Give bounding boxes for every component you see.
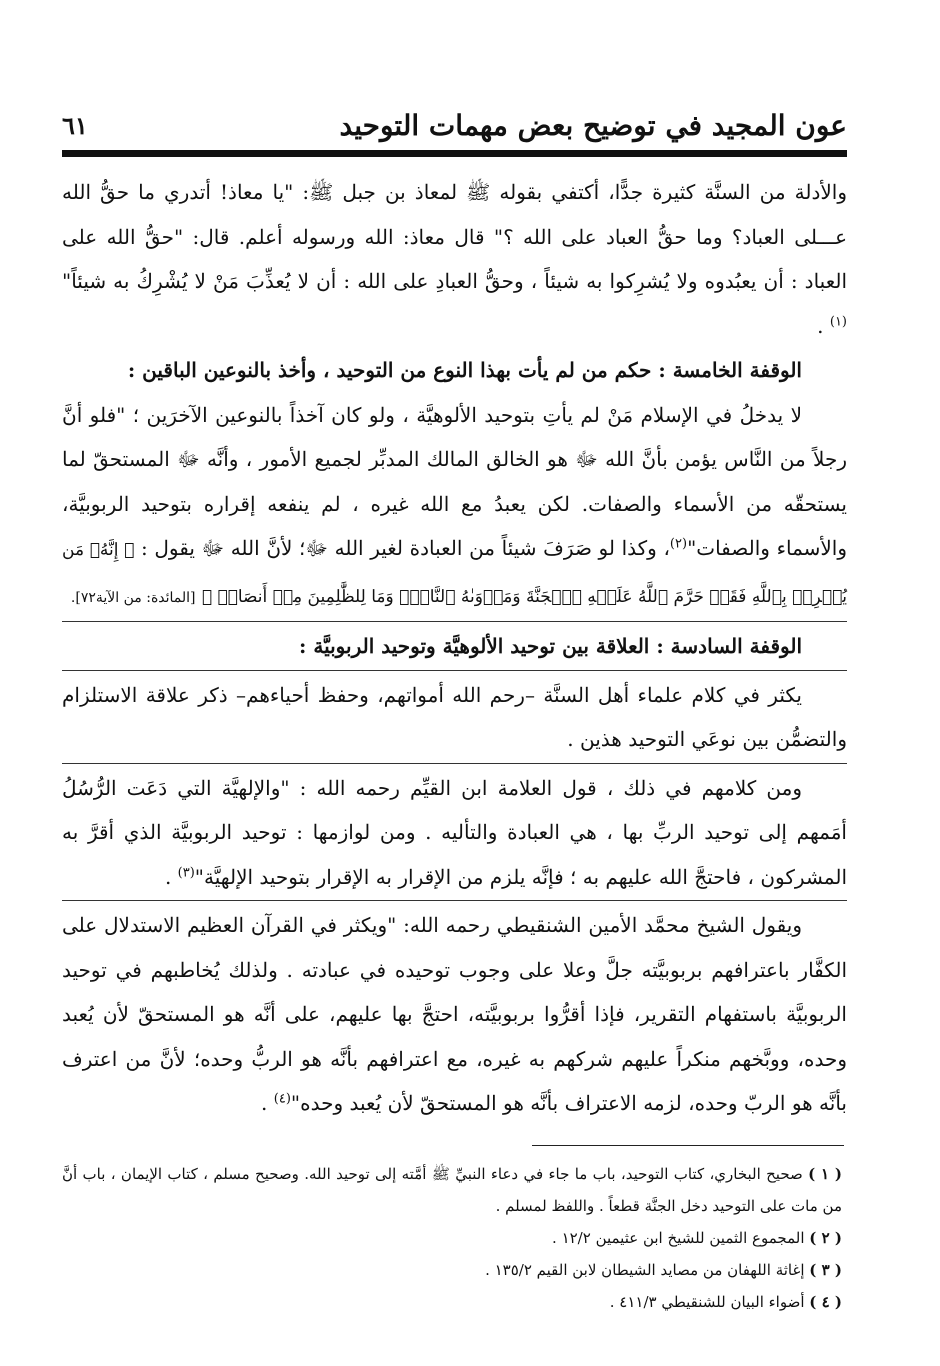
quran-verse: ﴿ إِنَّهُۥ مَن يُشۡرِكۡ بِٱللَّهِ فَقَدۡ حَرَّمَ ٱللَّهُ عَلَيۡهِ ٱلۡجَنَّةَ وَمَأۡوَىٰهُ ٱلنَّارُۖ وَمَا لِلظَّٰلِمِينَ مِنۡ أَنصَارٖ ﴾: [62, 540, 847, 607]
footnote-number: ( ٣ ): [809, 1261, 842, 1279]
footnote-item: [62, 1254, 842, 1286]
section-divider: [62, 900, 847, 902]
paragraph-ibn-qayyim: [62, 766, 847, 900]
book-title: عون المجيد في توضيح بعض مهمات التوحيد: [339, 108, 847, 142]
footnote-ref: (١): [829, 313, 847, 329]
footnote-text: المجموع الثمين للشيخ ابن عثيمين ١٢/٢ .: [552, 1229, 805, 1247]
section-divider: [62, 763, 847, 765]
paragraph-end: .: [164, 864, 178, 889]
footnote-ref: (٤): [273, 1091, 291, 1107]
footnote-text: صحيح البخاري، كتاب التوحيد، باب ما جاء في دعاء النبيِّ ﷺ أمَّته إلى توحيد الله. وصحيح مسلم ، كتاب الإيمان ، باب أنَّ من مات على التوحيد دخل الجنَّة قطعاً . واللفظ لمسلم .: [62, 1165, 842, 1215]
footnote-text: أضواء البيان للشنقيطي ٤١١/٣ .: [609, 1293, 805, 1311]
footnote-item: [62, 1286, 842, 1318]
header-rule: [62, 150, 847, 157]
paragraph-text: ومن كلامهم في ذلك ، قول العلامة ابن القيِّم رحمه الله : "والإلهيَّة التي دَعَت الرُّسُلُ أمَمهم إلى توحيد الربِّ بها ، هي العبادة والتأليه . ومن لوازمها : توحيد الربوبيَّة الذي أقرَّ به المشركون ، فاحتجَّ الله عليهم به ؛ فإنَّه يلزم من الإقرار به الإقرار بتوحيد الإلهيَّة": [62, 775, 847, 889]
page-number: ٦١: [62, 110, 88, 140]
paragraph-evidence: [62, 170, 847, 348]
footnote-number: ( ١ ): [808, 1165, 842, 1183]
paragraph-ruling: [62, 393, 847, 621]
paragraph-text: ويقول الشيخ محمَّد الأمين الشنقيطي رحمه الله: "ويكثر في القرآن العظيم الاستدلال على الكفَّار باعترافهم بربوبيَّته جلَّ وعلا على وجوب توحيده في عبادته . ولذلك يُخاطبهم في توحيد الربوبيَّة باستفهام التقرير، فإذا أقرُّوا بربوبيَّته، احتجَّ بها عليهم، على أنَّه هو المستحقّ لأن يُعبد وحده، ووبَّخهم منكراً عليهم شركهم به غيره، مع اعترافهم بأنَّه هو الربُّ وحده؛ لأنَّ من اعترف بأنَّه هو الربّ وحده، لزمه الاعتراف بأنَّه هو المستحقّ لأن يُعبد وحده": [62, 913, 847, 1115]
footnote-number: ( ٤ ): [809, 1293, 842, 1311]
paragraph-shinqiti: [62, 903, 847, 1126]
footnote-item: [62, 1222, 842, 1254]
section-divider: [62, 670, 847, 672]
paragraph-end: .: [817, 313, 830, 338]
footnote-ref: (٢): [669, 536, 688, 552]
main-text: [62, 170, 847, 1126]
section-heading-6: الوقفة السادسة : العلاقة بين توحيد الألوهيَّة وتوحيد الربوبيَّة :: [299, 634, 802, 658]
paragraph-text-cont: ، وكذا لو صَرَفَ شيئاً من العبادة لغير الله ﷻ؛ لأنَّ الله ﷻ يقول :: [134, 536, 670, 560]
footnote-item: [62, 1158, 842, 1222]
paragraph-scholars: يكثر في كلام علماء أهل السنَّة –رحم الله أمواتهم، وحفظ أحياءهم– ذكر علاقة الاستلزام والتضمُّن بين نوعَي التوحيد هذين .: [62, 682, 847, 751]
paragraph-end: .: [261, 1091, 274, 1115]
footnote-separator: [532, 1145, 844, 1146]
section-heading-5: الوقفة الخامسة : حكم من لم يأت بهذا النوع من التوحيد ، وأخذ بالنوعين الباقين :: [127, 358, 802, 382]
paragraph-text: والأدلة من السنَّة كثيرة جدًّا، أكتفي بقوله ﷺ لمعاذ بن جبل ﷺ: "يا معاذ! أتدري ما حقُّ الله عـــلى العباد؟ وما حقُّ العباد على الله ؟" قال معاذ: الله ورسوله أعلم. قال: "حقُّ الله على العباد : أن يعبُدوه ولا يُشرِكوا به شيئاً ، وحقُّ العبادِ على الله : أن لا يُعذِّبَ مَنْ لا يُشْرِكُ به شيئاً": [62, 180, 848, 293]
section-divider: [62, 621, 847, 623]
paragraph-text: لا يدخلُ في الإسلام مَنْ لم يأتِ بتوحيد الألوهيَّة ، ولو كان آخذاً بالنوعين الآخرَين ؛ "فلو أنَّ رجلاً من النَّاس يؤمن بأنَّ الله ﷻ هو الخالق المالك المدبِّر لجميع الأمور ، وأنَّه ﷻ المستحقّ لما يستحقّه من الأسماء والصفات. لكن يعبدُ مع الله غيره ، لم ينفعه إقراره بتوحيد الربوبيَّة، والأسماء والصفات": [62, 402, 848, 560]
footnote-number: ( ٢ ): [809, 1229, 842, 1247]
verse-citation: [المائدة: من الآية٧٢].: [70, 589, 196, 606]
footnote-ref: (٣): [177, 864, 195, 880]
footnote-text: إغاثة اللهفان من مصايد الشيطان لابن القيم ١٣٥/٢ .: [485, 1261, 805, 1279]
running-header: [62, 108, 847, 142]
footnotes: [62, 1158, 842, 1318]
